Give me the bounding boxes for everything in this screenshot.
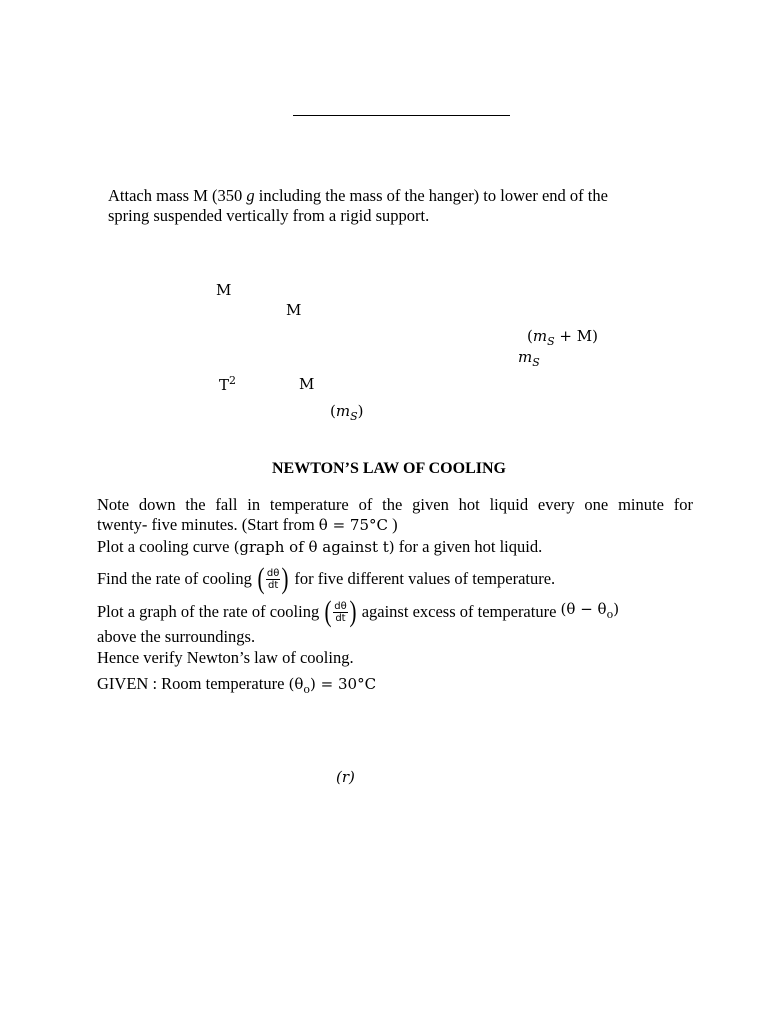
cooling-line3: Plot a cooling curve (graph of θ against t) for a given hot liquid. <box>97 537 543 556</box>
cooling-line7: Hence verify Newton’s law of cooling. <box>97 648 354 667</box>
fragment-ms-paren: $(m_S)$ <box>330 402 364 423</box>
spring-instruction-line1: Attach mass M (350 g including the mass of the hanger) to lower end of the <box>108 186 608 205</box>
section-title: NEWTON’S LAW OF COOLING <box>272 460 506 477</box>
fragment-mass-m: M <box>216 281 232 299</box>
cooling-line2: twenty- five minutes. (Start from θ = 75°C ) <box>97 515 398 534</box>
fragment-r: (r) <box>336 768 355 786</box>
fragment-ms-plus-m: $(m_S + M)$ <box>527 327 598 348</box>
fragment-t-squared: $T^2$ <box>219 374 237 394</box>
cooling-line5: Plot a graph of the rate of cooling ( $\frac{d\theta}{dt}$ ) against excess of temperature $(\theta - \theta_o)$ <box>97 595 620 628</box>
cooling-line1: Note down the fall in temperature of the given hot liquid every one minute for <box>97 495 693 514</box>
spring-instruction-line2: spring suspended vertically from a rigid support. <box>108 206 430 225</box>
cooling-line8: GIVEN : Room temperature $(\theta_o) = 30^\circ C$ <box>97 674 377 696</box>
fragment-mass-m: M <box>286 301 302 319</box>
fraction-dtheta-dt: ( $\frac{d\theta}{dt}$ ) <box>257 562 289 595</box>
cooling-line4: Find the rate of cooling ( $\frac{d\theta}{dt}$ ) for five different values of temperature. <box>97 562 556 595</box>
fragment-ms: $m_S$ <box>518 348 540 369</box>
fraction-dtheta-dt: ( $\frac{d\theta}{dt}$ ) <box>324 595 357 628</box>
fragment-mass-m: M <box>299 375 315 393</box>
cooling-line6: above the surroundings. <box>97 627 256 646</box>
header-rule <box>293 115 510 116</box>
